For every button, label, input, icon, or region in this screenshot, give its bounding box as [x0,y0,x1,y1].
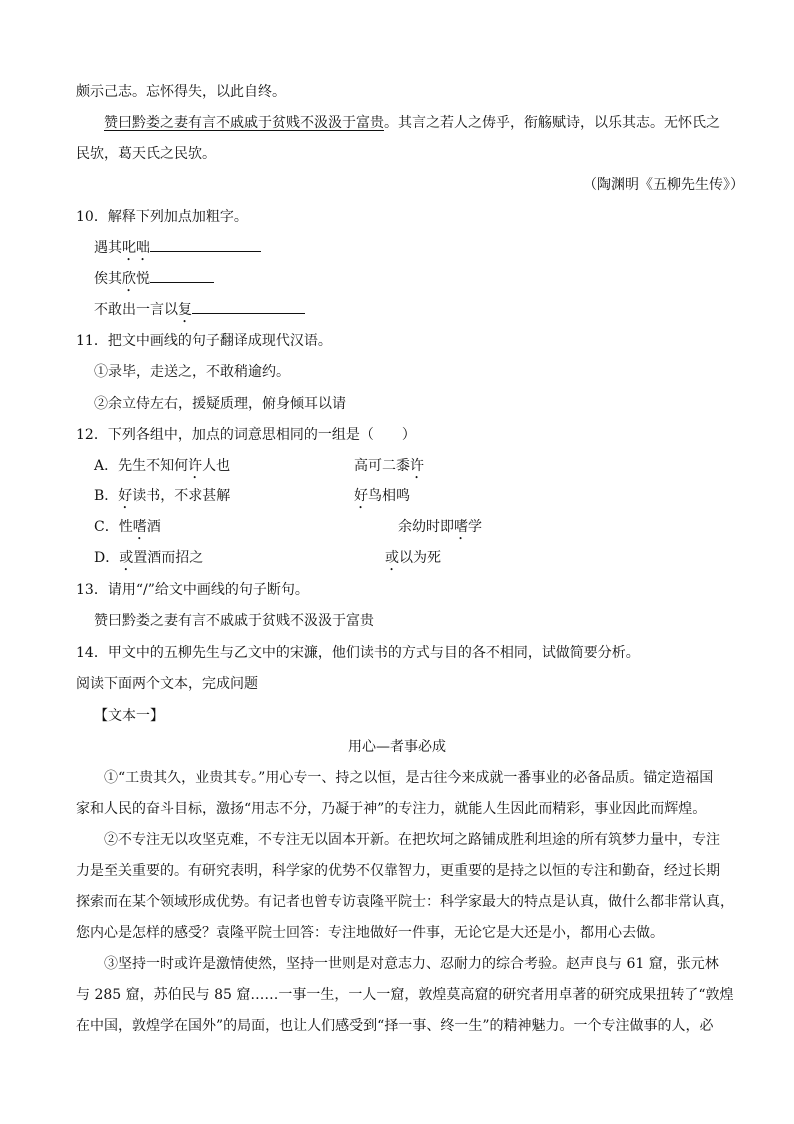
answer-blank[interactable] [150,268,214,283]
reading-intro: 阅读下面两个文本，完成问题 [76,676,258,692]
p1-line1: ①“工贵其久，业贵其专。”用心专一、持之以恒，是古往今来成就一番事业的必备品质。锚定造福国 [104,770,714,786]
passage-a-line3: 民欤，葛天氏之民欤。 [76,146,216,162]
q13-stem: 13．请用“/”给文中画线的句子断句。 [76,582,309,598]
q10-item-1: 遇其叱咄 [94,237,261,264]
q12-option-d-right: 或以为死 [385,550,441,566]
passage-a-zan-line [104,113,720,133]
dotted-word: 好 [118,488,133,504]
p1-line2: 家和人民的奋斗目标，激扬“用志不分，乃凝于神”的专注力，就能人生因此而精彩，事业因此而辉煌。 [76,801,707,817]
q13-sentence: 赞曰黔娄之妻有言不戚戚于贫贱不汲汲于富贵 [94,613,374,629]
dotted-word: 叱咄 [122,240,150,256]
p2-line4: 您内心是怎样的感受？袁隆平院士回答：专注地做好一件事，无论它是大还是小，都用心去做。 [76,925,664,941]
q12-option-a-right: 高可二黍许 [354,458,424,474]
p2-line3: 探索而在某个领域形成优势。有记者也曾专访袁隆平院士：科学家最大的特点是认真，做什么都非常认真， [76,894,734,910]
q12-option-b-right: 好鸟相鸣 [354,488,410,504]
dotted-word: 欣 [122,271,136,287]
p2-line2: 力是至关重要的。有研究表明，科学家的优势不仅靠智力，更重要的是持之以恒的专注和勤奋，经过长期 [76,863,720,879]
q11-stem: 11．把文中画线的句子翻译成现代汉语。 [76,333,332,349]
q12-option-c-left[interactable]: C．性嗜酒 [94,519,161,535]
q10-item-3: 不敢出一言以复 [94,299,305,326]
dotted-word: 许 [188,458,203,474]
q10-item-2: 俟其欣悦 [94,268,214,295]
q12-option-a-left[interactable]: A．先生不知何许人也 [94,458,231,474]
zan-underlined-sentence: 赞曰黔娄之妻有言不戚戚于贫贱不汲汲于富贵 [104,115,384,131]
p2-line1: ②不专注无以攻坚克难，不专注无以固本开新。在把坎坷之路铺成胜利坦途的所有筑梦力量中，专注 [104,832,720,848]
q14-stem: 14．甲文中的五柳先生与乙文中的宋濂，他们读书的方式与目的各不相同，试做简要分析。 [76,645,640,661]
q10-stem: 10．解释下列加点加粗字。 [76,209,248,225]
p3-line1: ③坚持一时或许是激情使然，坚持一世则是对意志力、忍耐力的综合考验。赵声良与 61 窟，张元林 [104,956,719,972]
dotted-word: 或 [119,550,134,566]
dotted-word: 或 [385,550,399,566]
passage-a-line1: 颇示己志。忘怀得失，以此自终。 [76,84,286,100]
p3-line2: 与 285 窟，苏伯民与 85 窟……一事一生，一人一窟，敦煌莫高窟的研究者用卓著的研究成果扭转了“敦煌 [76,987,734,1003]
text-one-label: 【文本一】 [94,708,164,724]
zan-rest: 。其言之若人之俦乎，衔觞赋诗，以乐其志。无怀氏之 [384,115,720,131]
dotted-word: 嗜 [132,519,147,535]
dotted-word: 复 [178,302,192,318]
q11-sentence-2: ②余立侍左右，援疑质理，俯身倾耳以请 [94,396,346,412]
article-title: 用心—者事必成 [348,739,446,755]
dotted-word: 好 [354,488,368,504]
q12-option-b-left[interactable]: B．好读书，不求甚解 [94,488,231,504]
answer-blank[interactable] [150,237,261,252]
p3-line3: 在中国，敦煌学在国外”的局面，也让人们感受到“择一事、终一生”的精神魅力。一个专注做事的人，必 [76,1018,714,1034]
passage-a-source: （陶渊明《五柳先生传》） [583,177,744,193]
dotted-word: 嗜 [454,519,468,535]
dotted-word: 许 [410,458,424,474]
answer-blank[interactable] [192,299,305,314]
q11-sentence-1: ①录毕，走送之，不敢稍逾约。 [94,364,290,380]
q12-stem: 12．下列各组中，加点的词意思相同的一组是（ ） [76,427,416,443]
q12-option-d-left[interactable]: D．或置酒而招之 [94,550,204,566]
q12-option-c-right: 余幼时即嗜学 [398,519,482,535]
